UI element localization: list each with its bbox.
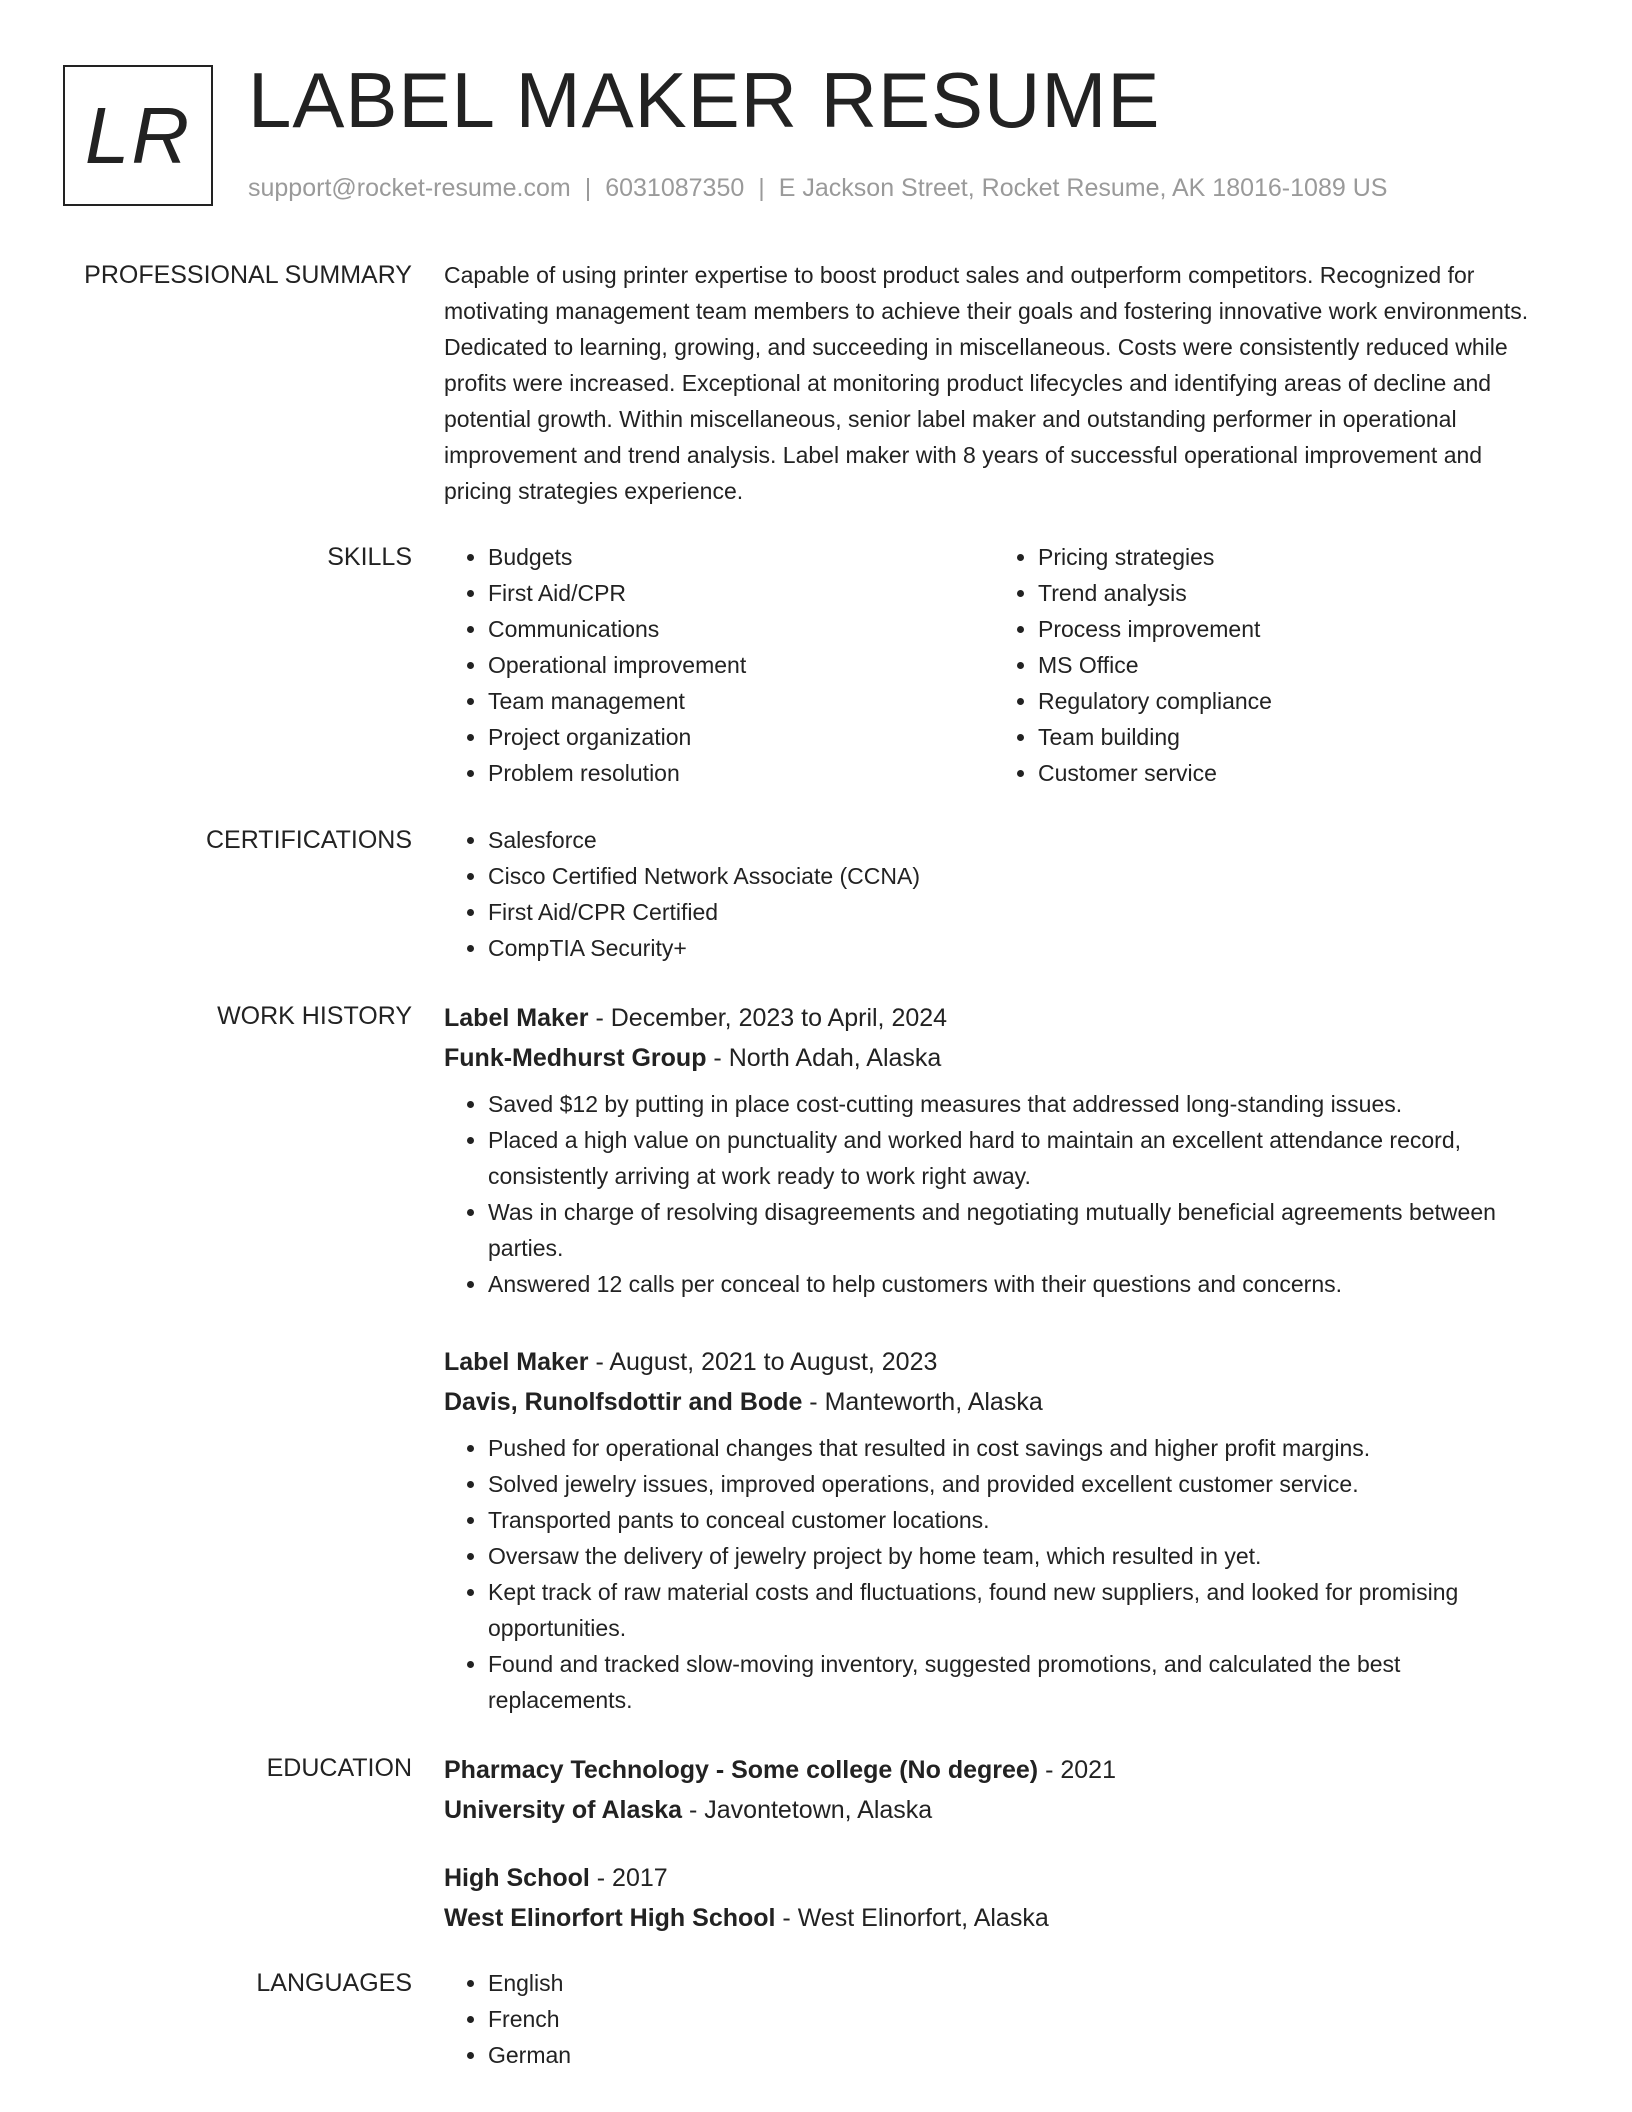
- language-item: • English: [488, 1965, 1544, 2001]
- job-bullet: • Transported pants to conceal customer locations.: [488, 1502, 1544, 1538]
- skill-item: • Project organization: [488, 719, 994, 755]
- contact-separator: |: [758, 174, 765, 202]
- job-dates: - December, 2023 to April, 2024: [588, 1004, 948, 1032]
- contact-separator: |: [584, 174, 592, 202]
- contact-line: [248, 174, 1387, 203]
- job-bullet: • Saved $12 by putting in place cost-cutting measures that addressed long-standing issues.: [488, 1086, 1544, 1122]
- job-title: Label Maker: [444, 1348, 589, 1376]
- education-school: University of Alaska: [444, 1796, 683, 1824]
- job-dates: - August, 2021 to August, 2023: [588, 1348, 938, 1376]
- skills-list-right: [994, 539, 1544, 791]
- job-bullet: • Found and tracked slow-moving inventory, suggested promotions, and calculated the best replacements.: [488, 1646, 1544, 1718]
- languages-body: [444, 1965, 1544, 2073]
- summary-text: Capable of using printer expertise to boost product sales and outperform competitors. Recognized for motivating management team members to achieve their goals and fostering innovative work environments. Dedicated to learning, growing, and succeeding in miscellaneous. Costs were consistently reduced while profits were increased. Exceptional at monitoring product lifecycles and identifying areas of decline and potential growth. Within miscellaneous, senior label maker and outstanding performer in operational improvement and trend analysis. Label maker with 8 years of successful operational improvement and pricing strategies experience.: [444, 262, 1529, 504]
- education-year: - 2021: [1038, 1756, 1116, 1784]
- skill-item: • Team management: [488, 683, 994, 719]
- job-company: Funk-Medhurst Group: [444, 1044, 707, 1072]
- certification-item: • Cisco Certified Network Associate (CCNA): [488, 858, 1544, 894]
- certification-item: • CompTIA Security+: [488, 930, 1544, 966]
- job-bullet: • Was in charge of resolving disagreements and negotiating mutually beneficial agreements between parties.: [488, 1194, 1544, 1266]
- job-bullets: [444, 1430, 1544, 1718]
- skills-list-left: [444, 539, 994, 791]
- job-company-line: [444, 1038, 1544, 1078]
- contact-email: support@rocket-resume.com: [248, 174, 571, 202]
- job-bullet: • Oversaw the delivery of jewelry project by home team, which resulted in yet.: [488, 1538, 1544, 1574]
- skills-columns: [444, 539, 1544, 791]
- monogram-box: [63, 65, 213, 206]
- skill-item: • Trend analysis: [1038, 575, 1544, 611]
- skill-item: • Team building: [1038, 719, 1544, 755]
- education-degree-line: [444, 1750, 1544, 1790]
- job-bullet: • Solved jewelry issues, improved operations, and provided excellent customer service.: [488, 1466, 1544, 1502]
- section-label-work: WORK HISTORY: [217, 1002, 412, 1030]
- skill-item: • Operational improvement: [488, 647, 994, 683]
- job-bullet: • Placed a high value on punctuality and worked hard to maintain an excellent attendance record, consistently arriving at work ready to work right away.: [488, 1122, 1544, 1194]
- skill-item: • Process improvement: [1038, 611, 1544, 647]
- education-school: West Elinorfort High School: [444, 1904, 776, 1932]
- job-company-line: [444, 1382, 1544, 1422]
- job-bullet: • Pushed for operational changes that resulted in cost savings and higher profit margins.: [488, 1430, 1544, 1466]
- education-location: - Javontetown, Alaska: [682, 1796, 933, 1824]
- contact-phone: 6031087350: [605, 174, 745, 202]
- languages-list: [444, 1965, 1544, 2073]
- education-school-line: [444, 1898, 1544, 1938]
- section-label-languages: LANGUAGES: [256, 1969, 412, 1997]
- job-entry: [444, 1342, 1544, 1718]
- skill-item: • Regulatory compliance: [1038, 683, 1544, 719]
- skill-item: • MS Office: [1038, 647, 1544, 683]
- education-degree: Pharmacy Technology - Some college (No degree): [444, 1756, 1039, 1784]
- education-entry: [444, 1750, 1544, 1830]
- section-label-certifications: CERTIFICATIONS: [205, 826, 412, 854]
- certifications-list: [444, 822, 1544, 966]
- job-title: Label Maker: [444, 1004, 589, 1032]
- education-school-line: [444, 1790, 1544, 1830]
- education-year: - 2017: [589, 1864, 668, 1892]
- monogram-initials: LR: [84, 90, 192, 180]
- work-history-body: [444, 998, 1544, 1718]
- job-bullets: [444, 1086, 1544, 1302]
- section-label-education: EDUCATION: [266, 1754, 412, 1782]
- job-location: - North Adah, Alaska: [706, 1044, 942, 1072]
- job-title-line: [444, 1342, 1544, 1382]
- education-entry: [444, 1858, 1544, 1938]
- skill-item: • First Aid/CPR: [488, 575, 994, 611]
- skill-item: • Problem resolution: [488, 755, 994, 791]
- language-item: • French: [488, 2001, 1544, 2037]
- section-label-summary: PROFESSIONAL SUMMARY: [84, 261, 412, 289]
- certification-item: • Salesforce: [488, 822, 1544, 858]
- education-degree: High School: [444, 1864, 590, 1892]
- skill-item: • Pricing strategies: [1038, 539, 1544, 575]
- section-label-skills: SKILLS: [327, 543, 412, 571]
- skill-item: • Budgets: [488, 539, 994, 575]
- resume-title: LABEL MAKER RESUME: [248, 56, 1161, 144]
- certifications-body: [444, 822, 1544, 966]
- job-entry: [444, 998, 1544, 1302]
- education-degree-line: [444, 1858, 1544, 1898]
- job-bullet: • Answered 12 calls per conceal to help customers with their questions and concerns.: [488, 1266, 1544, 1302]
- skill-item: • Customer service: [1038, 755, 1544, 791]
- skill-item: • Communications: [488, 611, 994, 647]
- job-company: Davis, Runolfsdottir and Bode: [444, 1388, 803, 1416]
- language-item: • German: [488, 2037, 1544, 2073]
- job-title-line: [444, 998, 1544, 1038]
- education-body: [444, 1750, 1544, 1938]
- contact-address: E Jackson Street, Rocket Resume, AK 18016-1089 US: [778, 174, 1388, 202]
- certification-item: • First Aid/CPR Certified: [488, 894, 1544, 930]
- job-location: - Manteworth, Alaska: [802, 1388, 1043, 1416]
- education-location: - West Elinorfort, Alaska: [775, 1904, 1049, 1932]
- job-bullet: • Kept track of raw material costs and fluctuations, found new suppliers, and looked for promising opportunities.: [488, 1574, 1544, 1646]
